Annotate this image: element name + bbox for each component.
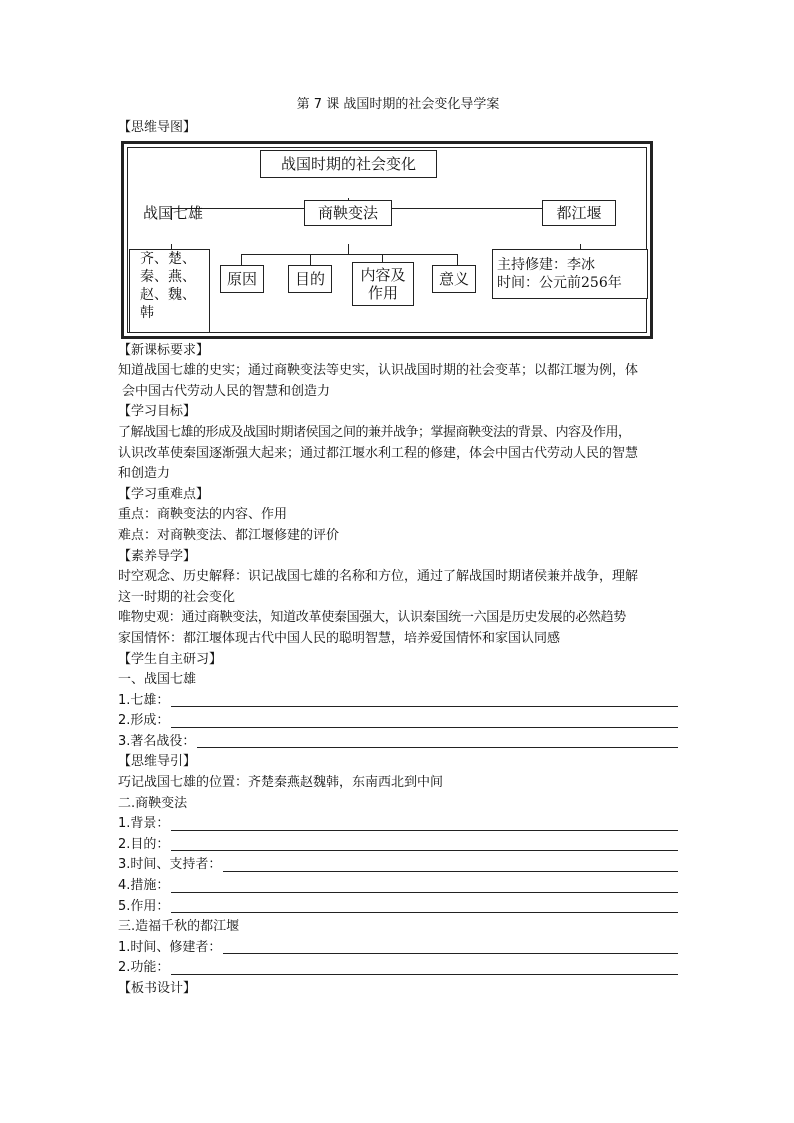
content-effect-line-1: 内容及 bbox=[360, 265, 406, 284]
states-line-4: 韩 bbox=[140, 304, 154, 321]
part1-item-1-blank[interactable] bbox=[171, 692, 678, 707]
goal-text-3: 和创造力 bbox=[118, 466, 171, 482]
standard-text-1: 知道战国七雄的史实；通过商鞅变法等史实，认识战国时期的社会变革；以都江堰为例，体 bbox=[118, 363, 639, 379]
board-design-heading: 【板书设计】 bbox=[118, 981, 197, 996]
part2-title: 二.商鞅变法 bbox=[118, 795, 188, 811]
literacy-text-1: 时空观念、历史解释：识记战国七雄的名称和方位，通过了解战国时期诸侯兼并战争，理解 bbox=[118, 569, 639, 585]
key-point: 重点：商鞅变法的内容、作用 bbox=[118, 507, 288, 523]
part2-item-5-label: 5.作用： bbox=[118, 898, 170, 914]
literacy-text-3: 唯物史观：通过商鞅变法，知道改革使秦国强大，认识秦国统一六国是历史发展的必然趋势 bbox=[118, 610, 627, 626]
part1-item-1 bbox=[118, 691, 678, 712]
part2-item-4-blank[interactable] bbox=[171, 878, 678, 893]
part3-item-2-label: 2.功能： bbox=[118, 960, 170, 976]
guide-heading: 【思维导引】 bbox=[118, 754, 197, 770]
literacy-text-4: 家国情怀：都江堰体现古代中国人民的聪明智慧，培养爱国情怀和家国认同感 bbox=[118, 630, 561, 646]
goal-heading: 【学习目标】 bbox=[118, 404, 197, 420]
part2-item-2-label: 2.目的： bbox=[118, 836, 170, 852]
node-dujiangyan: 都江堰 bbox=[542, 200, 616, 226]
node-dujiangyan-info bbox=[492, 249, 648, 299]
goal-text-2: 认识改革使秦国逐渐强大起来；通过都江堰水利工程的修建，体会中国古代劳动人民的智慧 bbox=[118, 445, 639, 461]
states-line-1: 齐、楚、 bbox=[140, 250, 196, 267]
page-title: 第 7 课 战国时期的社会变化导学案 bbox=[296, 97, 500, 112]
guide-text: 巧记战国七雄的位置：齐楚秦燕赵魏韩，东南西北到中间 bbox=[118, 775, 444, 791]
part2-item-1 bbox=[118, 814, 678, 835]
part1-item-2-blank[interactable] bbox=[171, 713, 678, 728]
literacy-heading: 【素养导学】 bbox=[118, 548, 197, 564]
part2-item-2-blank[interactable] bbox=[171, 836, 678, 851]
worksheet-page bbox=[118, 96, 678, 1000]
node-warring-seven: 战国七雄 bbox=[142, 203, 203, 222]
node-purpose: 目的 bbox=[288, 265, 332, 293]
dujiangyan-builder: 主持修建：李冰 bbox=[497, 256, 595, 273]
part2-item-1-label: 1.背景： bbox=[118, 816, 170, 832]
mindmap-heading: 【思维导图】 bbox=[118, 120, 197, 135]
part2-item-2 bbox=[118, 835, 678, 856]
part2-item-3 bbox=[118, 855, 678, 876]
states-line-2: 秦、燕、 bbox=[140, 268, 196, 285]
part2-item-4-label: 4.措施： bbox=[118, 878, 170, 894]
part1-item-3-label: 3.著名战役： bbox=[118, 733, 196, 749]
key-heading: 【学习重难点】 bbox=[118, 486, 210, 502]
dujiangyan-time: 时间：公元前256年 bbox=[497, 274, 622, 291]
root-node: 战国时期的社会变化 bbox=[260, 150, 437, 178]
node-states bbox=[129, 249, 210, 333]
part1-item-3-blank[interactable] bbox=[197, 733, 678, 748]
edge-mid-bar bbox=[241, 254, 457, 255]
node-content-effect bbox=[352, 262, 414, 306]
part2-item-5-blank[interactable] bbox=[171, 898, 678, 913]
literacy-text-2: 这一时期的社会变化 bbox=[118, 589, 236, 605]
part1-item-2 bbox=[118, 711, 678, 732]
node-shang-yang: 商鞅变法 bbox=[304, 200, 392, 226]
standard-heading: 【新课标要求】 bbox=[118, 342, 210, 358]
node-significance: 意义 bbox=[432, 265, 476, 293]
states-line-3: 赵、魏、 bbox=[140, 286, 196, 303]
node-cause: 原因 bbox=[220, 265, 264, 293]
part2-item-5 bbox=[118, 897, 678, 918]
difficult-point: 难点：对商鞅变法、都江堰修建的评价 bbox=[118, 527, 340, 543]
part3-item-1-label: 1.时间、修建者： bbox=[118, 939, 222, 955]
part3-item-1 bbox=[118, 938, 678, 959]
part1-item-2-label: 2.形成： bbox=[118, 713, 170, 729]
part3-item-2-blank[interactable] bbox=[171, 960, 678, 975]
part1-title: 一、战国七雄 bbox=[118, 672, 197, 688]
content-effect-line-2: 作用 bbox=[367, 283, 398, 302]
goal-text-1: 了解战国七雄的形成及战国时期诸侯国之间的兼并战争；掌握商鞅变法的背景、内容及作用， bbox=[118, 424, 631, 440]
edge-mid-down bbox=[348, 244, 349, 254]
self-study-heading: 【学生自主研习】 bbox=[118, 651, 223, 667]
part3-item-1-blank[interactable] bbox=[223, 939, 678, 954]
mind-map-diagram bbox=[121, 141, 653, 339]
part3-item-2 bbox=[118, 958, 678, 979]
part3-title: 三.造福千秋的都江堰 bbox=[118, 919, 240, 935]
part2-item-1-blank[interactable] bbox=[171, 816, 678, 831]
part2-item-4 bbox=[118, 876, 678, 897]
part1-item-3 bbox=[118, 732, 678, 753]
part1-item-1-label: 1.七雄： bbox=[118, 692, 170, 708]
part2-item-3-blank[interactable] bbox=[223, 857, 678, 872]
standard-text-2: 会中国古代劳动人民的智慧和创造力 bbox=[122, 383, 331, 399]
part2-item-3-label: 3.时间、支持者： bbox=[118, 857, 222, 873]
